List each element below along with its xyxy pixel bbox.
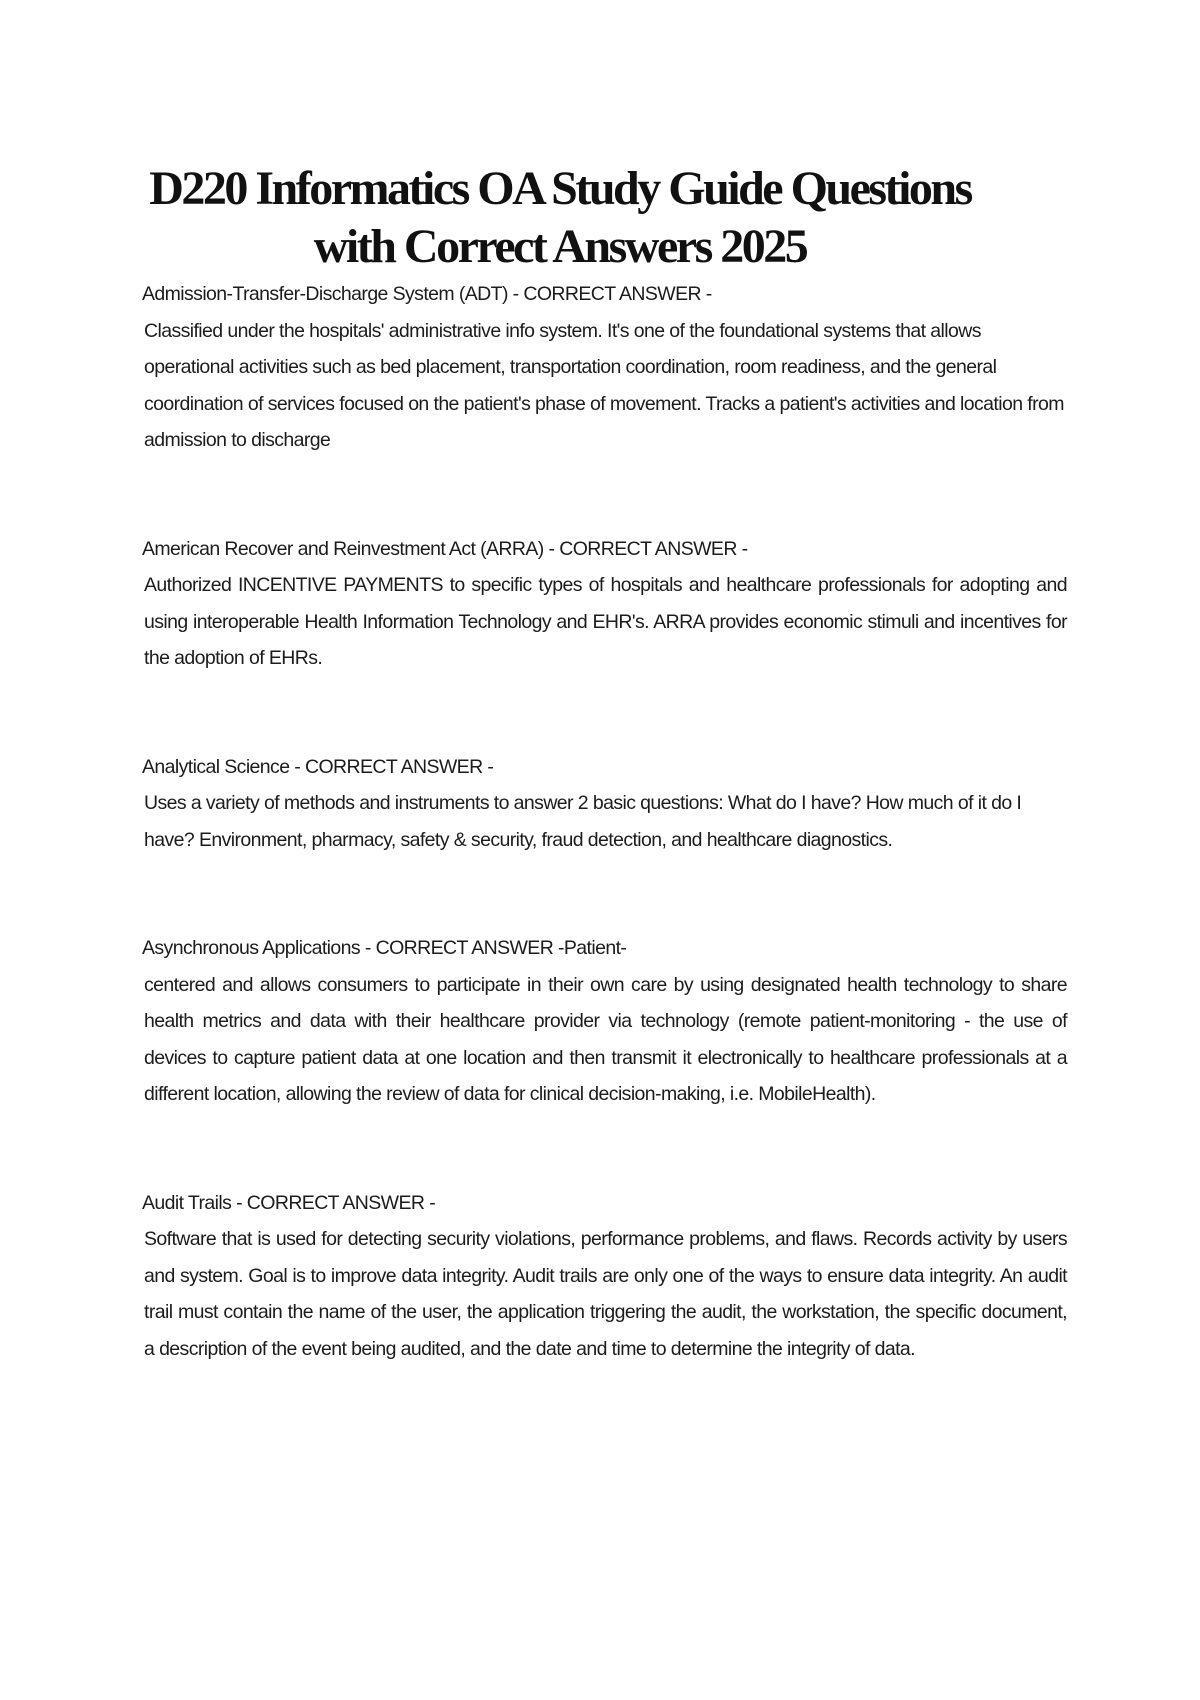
entry-definition: centered and allows consumers to participate in their own care by using designated health technology to share health metrics and data with their healthcare provider via technology (remote patient-monitoring - the use of devices to capture patient data at one location and then transmit it electronically to healthcare professionals at a different location, allowing the review of data for clinical decision-making, i.e. MobileHealth). [144,973,1067,1105]
entry-term: American Recover and Reinvestment Act (ARRA) - CORRECT ANSWER - [142,537,748,560]
glossary-entry [142,276,1067,459]
entry-term: Asynchronous Applications - CORRECT ANSWER -Patient- [142,937,627,959]
glossary-entry [142,1185,1067,1368]
glossary-entry [142,531,1067,677]
title-line-2: with Correct Answers 2025 [313,220,807,273]
entry-definition: Authorized INCENTIVE PAYMENTS to specific types of hospitals and healthcare professionals for adopting and using interoperable Health Information Technology and EHR's. ARRA provides economic stimuli and incentives for the adoption of EHRs. [144,574,1067,669]
entry-definition: Uses a variety of methods and instruments to answer 2 basic questions: What do I have? How much of it do I have? Environment, pharmacy, safety & security, fraud detection, and healthcare diagnostics. [144,792,1022,851]
glossary-entry [142,930,1067,1113]
entry-term: Audit Trails - CORRECT ANSWER - [142,1191,436,1214]
entry-term: Admission-Transfer-Discharge System (ADT) - CORRECT ANSWER - [142,283,712,305]
entry-term: Analytical Science - CORRECT ANSWER - [142,755,494,778]
entry-definition: Software that is used for detecting security violations, performance problems, and flaws. Records activity by users and system. Goal is to improve data integrity. Audit trails are only one of the ways to ensure data integrity. An audit trail must contain the name of the user, the application triggering the audit, the workstation, the specific document, a description of the event being audited, and the date and time to determine the integrity of data. [144,1228,1067,1360]
glossary-entry [142,749,1067,859]
document-title [100,160,1020,276]
glossary-entries [142,276,1067,1439]
title-line-1: D220 Informatics OA Study Guide Questions [149,162,971,215]
entry-definition: Classified under the hospitals' administrative info system. It's one of the foundational systems that allows operational activities such as bed placement, transportation coordination, room readiness, and the general coordination of services focused on the patient's phase of movement. Tracks a patient's activities and location from admission to discharge [144,319,1064,451]
